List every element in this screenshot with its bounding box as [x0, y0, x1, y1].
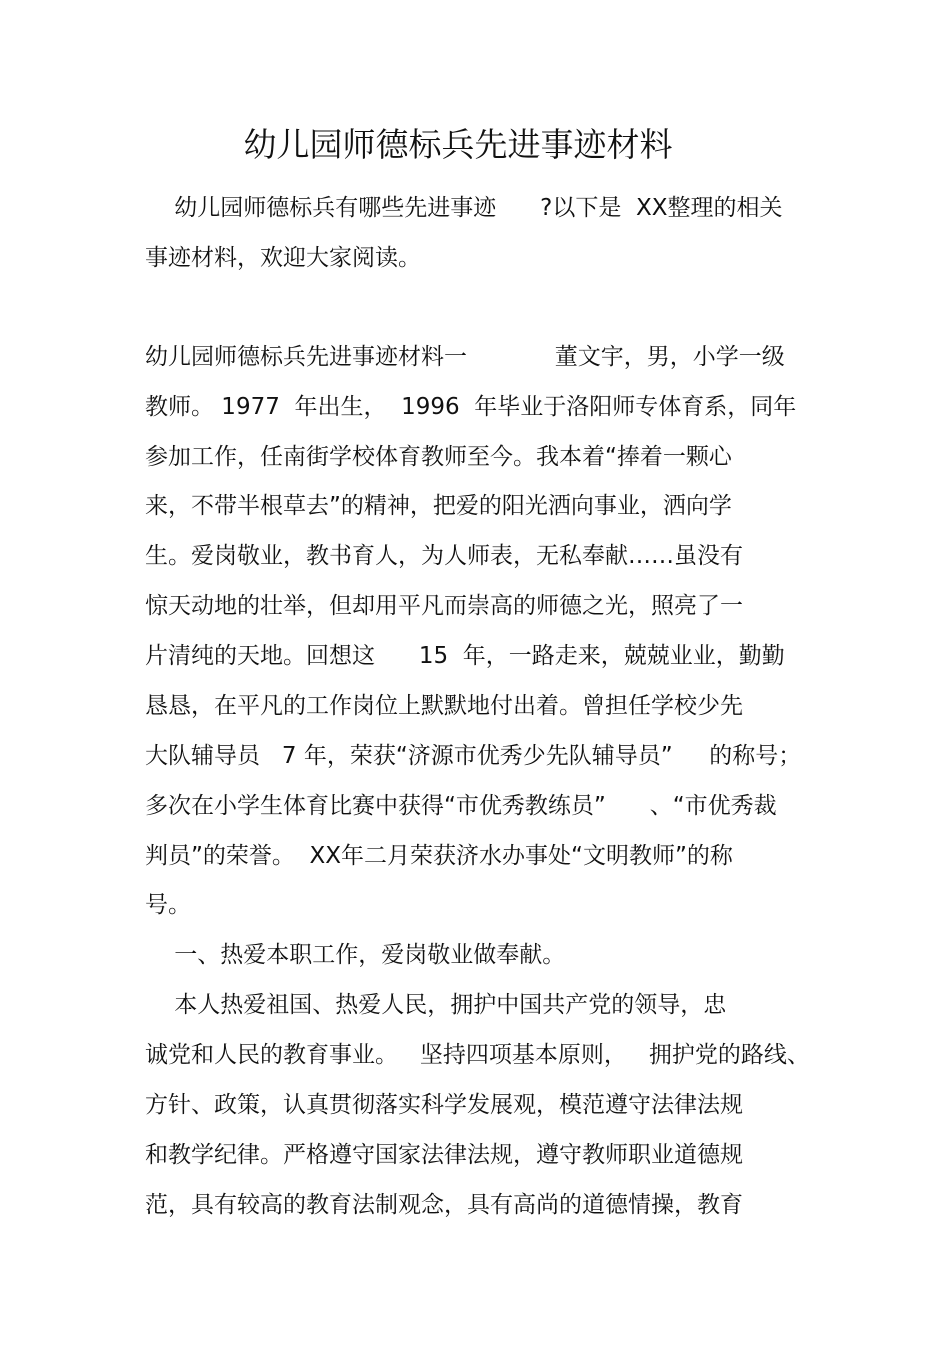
paragraph-line: 来，不带半根草去”的精神，把爱的阳光洒向事业，洒向学: [145, 493, 732, 519]
paragraph-line: 事迹材料，欢迎大家阅读。: [145, 245, 421, 271]
paragraph-line: 惊天动地的壮举，但却用平凡而崇高的师德之光，照亮了一: [145, 593, 743, 619]
paragraph-line: 恳恳，在平凡的工作岗位上默默地付出着。曾担任学校少先: [145, 693, 743, 719]
paragraph-line: 参加工作，任南街学校体育教师至今。我本着“捧着一颗心: [145, 444, 732, 470]
paragraph-line: 方针、政策，认真贯彻落实科学发展观，模范遵守法律法规: [145, 1092, 743, 1118]
paragraph-line: 幼儿园师德标兵有哪些先进事迹 ?以下是 XX整理的相关: [145, 195, 783, 221]
section-heading: 一、热爱本职工作，爱岗敬业做奉献。: [145, 942, 566, 968]
document-title: 幼儿园师德标兵先进事迹材料: [243, 125, 673, 164]
paragraph-line: 本人热爱祖国、热爱人民，拥护中国共产党的领导，忠: [145, 992, 727, 1018]
paragraph-line: 范，具有较高的教育法制观念，具有高尚的道德情操，教育: [145, 1192, 743, 1218]
paragraph-line: 大队辅导员 7 年，荣获“济源市优秀少先队辅导员” 的称号；: [145, 743, 802, 769]
paragraph-line: 生。爱岗敬业，教书育人，为人师表，无私奉献……虽没有: [145, 543, 743, 569]
paragraph-line: 多次在小学生体育比赛中获得“市优秀教练员” 、“市优秀裁: [145, 793, 777, 819]
paragraph-line: 教师。 1977 年出生， 1996 年毕业于洛阳师专体育系，同年: [145, 394, 797, 420]
paragraph-line: 和教学纪律。严格遵守国家法律法规，遵守教师职业道德规: [145, 1142, 743, 1168]
paragraph-line: 号。: [145, 892, 191, 918]
paragraph-line: 片清纯的天地。回想这 15 年，一路走来，兢兢业业，勤勤: [145, 643, 785, 669]
paragraph-line: 判员”的荣誉。 XX年二月荣获济水办事处“文明教师”的称: [145, 843, 733, 869]
paragraph-line: 幼儿园师德标兵先进事迹材料一 董文宇，男，小学一级: [145, 344, 785, 370]
paragraph-line: 诚党和人民的教育事业。 坚持四项基本原则， 拥护党的路线、: [145, 1042, 810, 1068]
